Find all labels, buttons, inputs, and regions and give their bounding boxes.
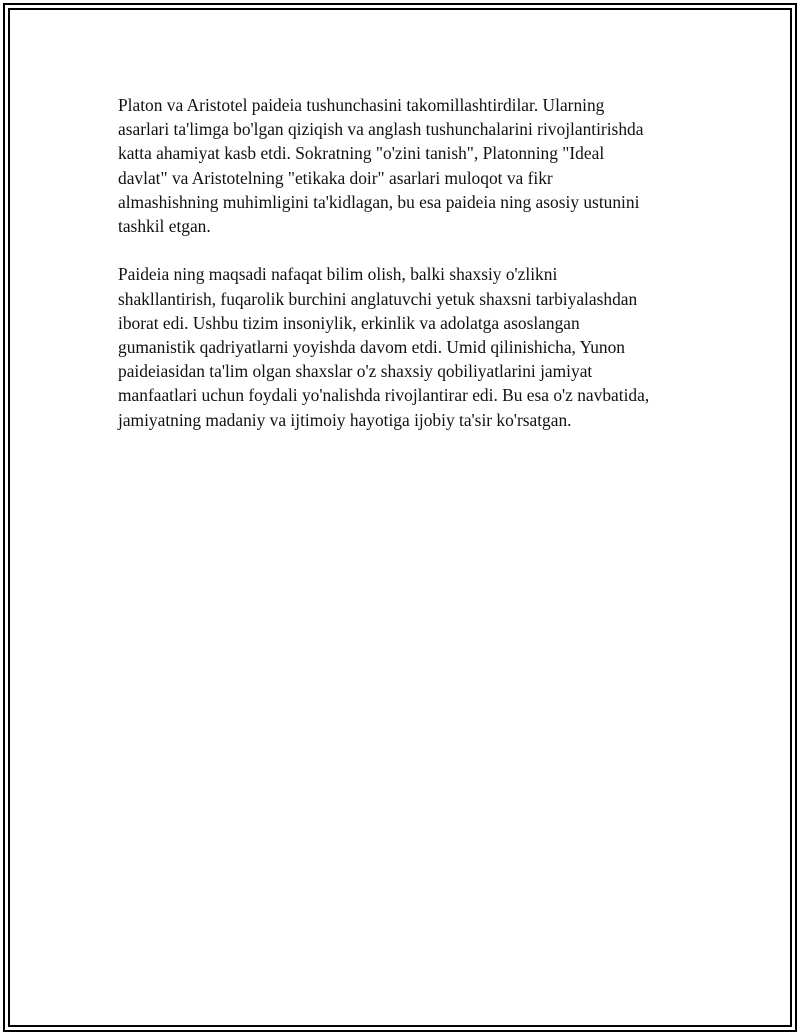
paragraph-2: Paideia ning maqsadi nafaqat bilim olish, balki shaxsiy o'zlikni shakllantirish, fuqarolik burchini anglatuvchi yetuk shaxsni tarbiyalashdan iborat edi. Ushbu tizim insoniylik, erkinlik va adolatga asoslangan gumanistik qadriyatlarni yoyishda davom etdi. Umid qilinishicha, Yunon paideiasidan ta'lim olgan shaxslar o'z shaxsiy qobiliyatlarini jamiyat manfaatlari uchun foydali yo'nalishda rivojlantirar edi. Bu esa o'z navbatida, jamiyatning madaniy va ijtimoiy hayotiga ijobiy ta'sir ko'rsatgan. [118,264,650,430]
document-body [118,93,690,432]
paragraph-1: Platon va Aristotel paideia tushunchasini takomillashtirdilar. Ularning asarlari ta'limga bo'lgan qiziqish va anglash tushunchalarini rivojlantirishda katta ahamiyat kasb etdi. Sokratning "o'zini tanish", Platonning "Ideal davlat" va Aristotelning "etikaka doir" asarlari muloqot va fikr almashishning muhimligini ta'kidlagan, bu esa paideia ning asosiy ustunini tashkil etgan. [118,95,644,237]
